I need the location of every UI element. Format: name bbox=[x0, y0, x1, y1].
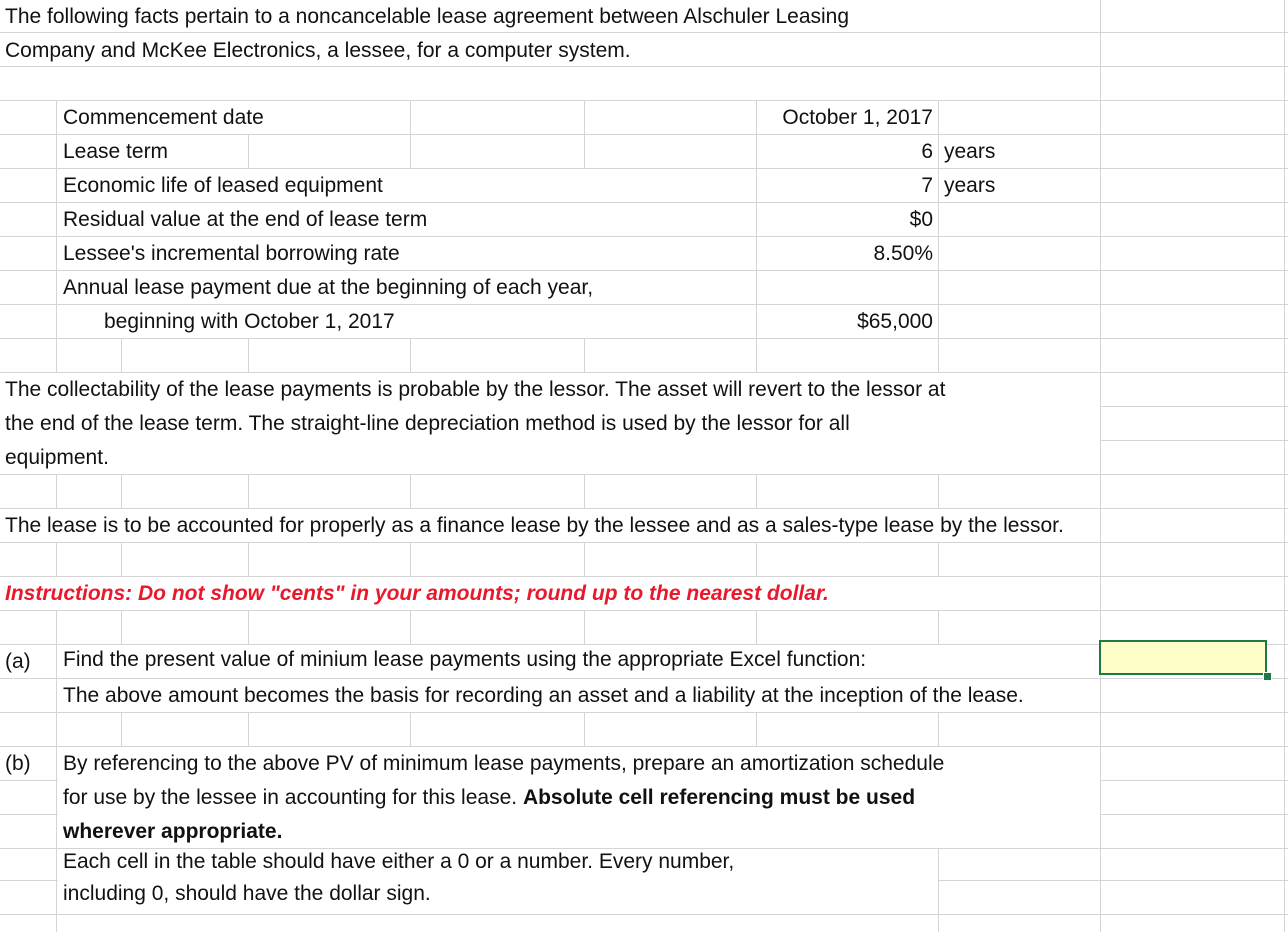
part-a-line-1: Find the present value of minium lease payments using the appropriate Excel function: bbox=[63, 648, 867, 671]
part-b-line-3: wherever appropriate. bbox=[63, 820, 283, 843]
intro-line-2: Company and McKee Electronics, a lessee, for a computer system. bbox=[5, 39, 631, 62]
econ-life-unit: years bbox=[944, 174, 996, 197]
part-b-line-2 bbox=[63, 781, 915, 815]
part-b-line-5: including 0, should have the dollar sign. bbox=[63, 882, 431, 905]
rate-label: Lessee's incremental borrowing rate bbox=[63, 242, 400, 265]
residual-label: Residual value at the end of lease term bbox=[63, 208, 428, 231]
intro-line-1: The following facts pertain to a noncancelable lease agreement between Alschuler Leasing bbox=[5, 5, 850, 28]
payment-value: $65,000 bbox=[857, 310, 933, 333]
collectability-line-1: The collectability of the lease payments is probable by the lessor. The asset will revert to the lessor at bbox=[5, 378, 946, 401]
instructions-text: Instructions: Do not show "cents" in your amounts; round up to the nearest dollar. bbox=[5, 582, 829, 605]
part-a-label: (a) bbox=[5, 650, 31, 673]
part-b-line-2-normal: for use by the lessee in accounting for this lease. bbox=[63, 786, 523, 809]
lease-term-label: Lease term bbox=[63, 140, 169, 163]
rate-value: 8.50% bbox=[873, 242, 933, 265]
part-a-line-2: The above amount becomes the basis for recording an asset and a liability at the inception of the lease. bbox=[63, 684, 1024, 707]
payment-label-1: Annual lease payment due at the beginning of each year, bbox=[63, 276, 594, 299]
fill-handle[interactable] bbox=[1263, 672, 1272, 681]
commencement-value: October 1, 2017 bbox=[782, 106, 933, 129]
residual-value: $0 bbox=[909, 208, 933, 231]
part-b-line-4: Each cell in the table should have either a 0 or a number. Every number, bbox=[63, 850, 735, 873]
part-b-line-2-bold: Absolute cell referencing must be used bbox=[522, 786, 916, 809]
collectability-line-3: equipment. bbox=[5, 446, 109, 469]
lease-term-value: 6 bbox=[921, 140, 933, 163]
collectability-line-2: the end of the lease term. The straight-line depreciation method is used by the lessor for all bbox=[5, 412, 850, 435]
part-b-line-1: By referencing to the above PV of minimum lease payments, prepare an amortization schedule bbox=[63, 752, 945, 775]
commencement-label: Commencement date bbox=[63, 106, 264, 129]
econ-life-value: 7 bbox=[921, 174, 933, 197]
finance-lease-note: The lease is to be accounted for properly as a finance lease by the lessee and as a sales-type lease by the lessor. bbox=[5, 514, 1064, 537]
lease-term-unit: years bbox=[944, 140, 996, 163]
pv-answer-cell[interactable] bbox=[1099, 640, 1267, 675]
payment-label-2: beginning with October 1, 2017 bbox=[104, 310, 395, 333]
econ-life-label: Economic life of leased equipment bbox=[63, 174, 383, 197]
part-b-label: (b) bbox=[5, 752, 31, 775]
